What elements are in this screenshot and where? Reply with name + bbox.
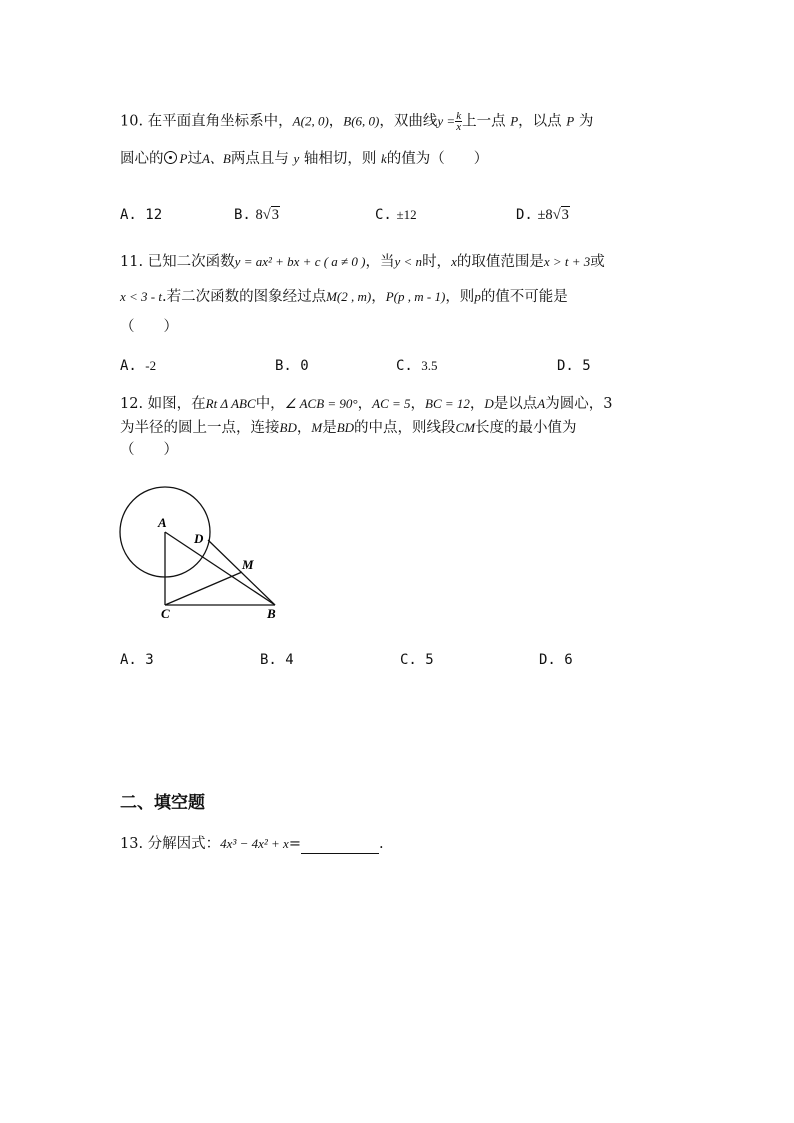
q12-m: M [311, 420, 323, 435]
option-label: B. [234, 207, 251, 223]
q12-line1 [120, 394, 612, 414]
q11-option-c [396, 356, 438, 376]
label-d: D [194, 531, 204, 546]
circle-dot-icon [164, 151, 177, 164]
q10-point-a: A(2, 0) [292, 113, 329, 129]
q12-sep-1: ， [357, 396, 373, 412]
q11-line2 [120, 287, 568, 307]
q11-sep: ， [371, 289, 386, 305]
q10-text-3: 上一点 [462, 113, 506, 130]
q10-option-b [234, 205, 280, 225]
q11-option-d [557, 356, 591, 376]
q13-line [120, 834, 384, 854]
q12-a: A [537, 396, 546, 411]
option-label: B. [260, 652, 277, 668]
q11-function: y = ax² + bx + c ( a ≠ 0 ) [234, 254, 366, 269]
q11-number: 11. [120, 254, 144, 270]
q10-k: k [380, 151, 387, 166]
q10-y-axis: y [293, 151, 300, 166]
segment-cm [165, 572, 242, 605]
q12-bd-2: BD [336, 420, 355, 435]
q12-text-3: ， [469, 396, 485, 412]
option-value: 3 [145, 652, 154, 668]
q11-line3 [120, 317, 178, 337]
q12-line2 [120, 418, 577, 438]
q10-option-c [375, 205, 417, 225]
q10-text-1: 在平面直角坐标系中， [147, 113, 293, 130]
q12-cm: CM [455, 420, 476, 435]
option-value: ±12 [396, 207, 417, 222]
q12-bd: BD [279, 420, 297, 435]
q10-text-2: ，双曲线 [379, 113, 438, 130]
q11-condition: y < n [394, 254, 423, 269]
q10-line2 [120, 149, 488, 169]
q10-circle-p: P [179, 151, 188, 166]
q10-point-b: B(6, 0) [343, 113, 380, 129]
option-value: 3.5 [421, 358, 438, 373]
q10-ab: A、B [201, 151, 231, 166]
q12-figure [110, 480, 300, 625]
q11-l2-text-1: .若二次函数的图象经过点 [161, 289, 327, 305]
q12-text-4: 是以点 [493, 396, 538, 412]
option-value: 5 [425, 652, 434, 668]
q11-text-1: 已知二次函数 [147, 254, 235, 270]
option-value: 4 [285, 652, 294, 668]
q12-answer-parens: （ ） [120, 442, 178, 458]
q12-ac: AC = 5 [372, 396, 411, 411]
q10-eq-lhs: y = [437, 113, 456, 129]
option-value: -2 [145, 358, 157, 373]
q10-text-4: ，以点 [518, 113, 562, 130]
q10-option-d [516, 205, 570, 225]
option-label: D. [539, 652, 556, 668]
option-label: B. [275, 358, 292, 374]
q13-number: 13. [120, 836, 144, 852]
q11-range-2: x < 3 - t [120, 289, 162, 304]
option-label: C. [396, 358, 413, 374]
q13-equals: = [288, 836, 301, 852]
q10-p2: P [566, 113, 575, 129]
segment-ab [165, 532, 275, 605]
q10-frac-den: x [456, 121, 462, 133]
q10-p1: P [510, 113, 519, 129]
option-value: 0 [300, 358, 309, 374]
q12-text-2: 中， [255, 396, 285, 412]
option-value: 5 [582, 358, 591, 374]
q11-text-2: ，当 [365, 254, 395, 270]
q10-option-a [120, 205, 162, 225]
label-c: C [161, 606, 170, 621]
q10-frac-num: k [456, 110, 462, 122]
option-value: 6 [564, 652, 573, 668]
sqrt-coef: ±8 [537, 207, 553, 223]
q12-bc: BC = 12 [425, 396, 470, 411]
q12-option-d [539, 650, 573, 670]
q12-line3 [120, 440, 178, 460]
q10-line1 [120, 111, 593, 132]
option-label: A. [120, 207, 137, 223]
q13-expression: 4x³ − 4x² + x [220, 836, 289, 851]
q11-l2-text-3: 的值不可能是 [480, 289, 568, 305]
q12-text-1: 如图，在 [147, 396, 206, 412]
q11-option-b [275, 356, 309, 376]
sqrt-coef: 8 [255, 207, 263, 223]
q12-option-a [120, 650, 154, 670]
q11-point-p: P(p , m - 1) [385, 289, 446, 304]
q10-sep: ， [328, 113, 344, 130]
q10-l2-text-1: 圆心的 [120, 151, 164, 167]
q12-d: D [484, 396, 494, 411]
q12-l2-text-4: 的中点，则线段 [354, 420, 456, 436]
q11-l2-text-2: ，则 [445, 289, 475, 305]
q10-d-sqrt: ±8√3 [537, 207, 569, 223]
q11-option-a [120, 356, 156, 376]
q10-l2-text-5: 的值为（ ） [386, 151, 489, 167]
sqrt-radicand: 3 [271, 207, 279, 223]
q12-number: 12. [120, 396, 144, 412]
label-m: M [242, 557, 254, 572]
q10-b-sqrt: 8√3 [255, 207, 279, 223]
q11-x: x [451, 254, 457, 269]
q10-l2-text-2: 过 [187, 151, 202, 167]
q12-l2-text-2: ， [296, 420, 312, 436]
q13-period: . [378, 836, 384, 852]
q12-l2-text-1: 为半径的圆上一点，连接 [120, 420, 280, 436]
q13-text-1: 分解因式： [147, 836, 221, 852]
q11-text-4: 的取值范围是 [456, 254, 544, 270]
q12-l2-text-5: 长度的最小值为 [475, 420, 577, 436]
q12-option-c [400, 650, 434, 670]
label-a: A [158, 515, 167, 530]
q11-p: p [474, 289, 481, 304]
q12-angle: ∠ ACB = 90° [284, 396, 358, 411]
q11-text-3: 时， [422, 254, 452, 270]
q11-point-m: M(2 , m) [326, 289, 372, 304]
option-value: 12 [145, 207, 163, 223]
q10-l2-text-4: 轴相切，则 [303, 151, 377, 167]
q10-l2-text-3: 两点且与 [230, 151, 289, 167]
q11-text-5: 或 [590, 254, 605, 270]
q12-triangle: Rt Δ ABC [205, 396, 256, 411]
q11-line1 [120, 252, 605, 272]
option-label: A. [120, 652, 137, 668]
q11-range-1: x > t + 3 [543, 254, 591, 269]
section-heading: 二、填空题 [120, 793, 205, 813]
sqrt-radicand: 3 [561, 207, 569, 223]
q12-sep-2: ， [410, 396, 426, 412]
q13-answer-blank[interactable] [301, 839, 379, 854]
option-label: D. [516, 207, 533, 223]
q12-text-5: 为圆心，3 [545, 396, 613, 412]
option-label: C. [375, 207, 392, 223]
label-b: B [267, 606, 276, 621]
option-label: D. [557, 358, 574, 374]
q11-answer-parens: （ ） [120, 319, 178, 335]
q12-l2-text-3: 是 [322, 420, 337, 436]
option-label: C. [400, 652, 417, 668]
q12-option-b [260, 650, 294, 670]
q10-number: 10. [120, 113, 144, 130]
option-label: A. [120, 358, 137, 374]
q10-text-5: 为 [578, 113, 594, 130]
